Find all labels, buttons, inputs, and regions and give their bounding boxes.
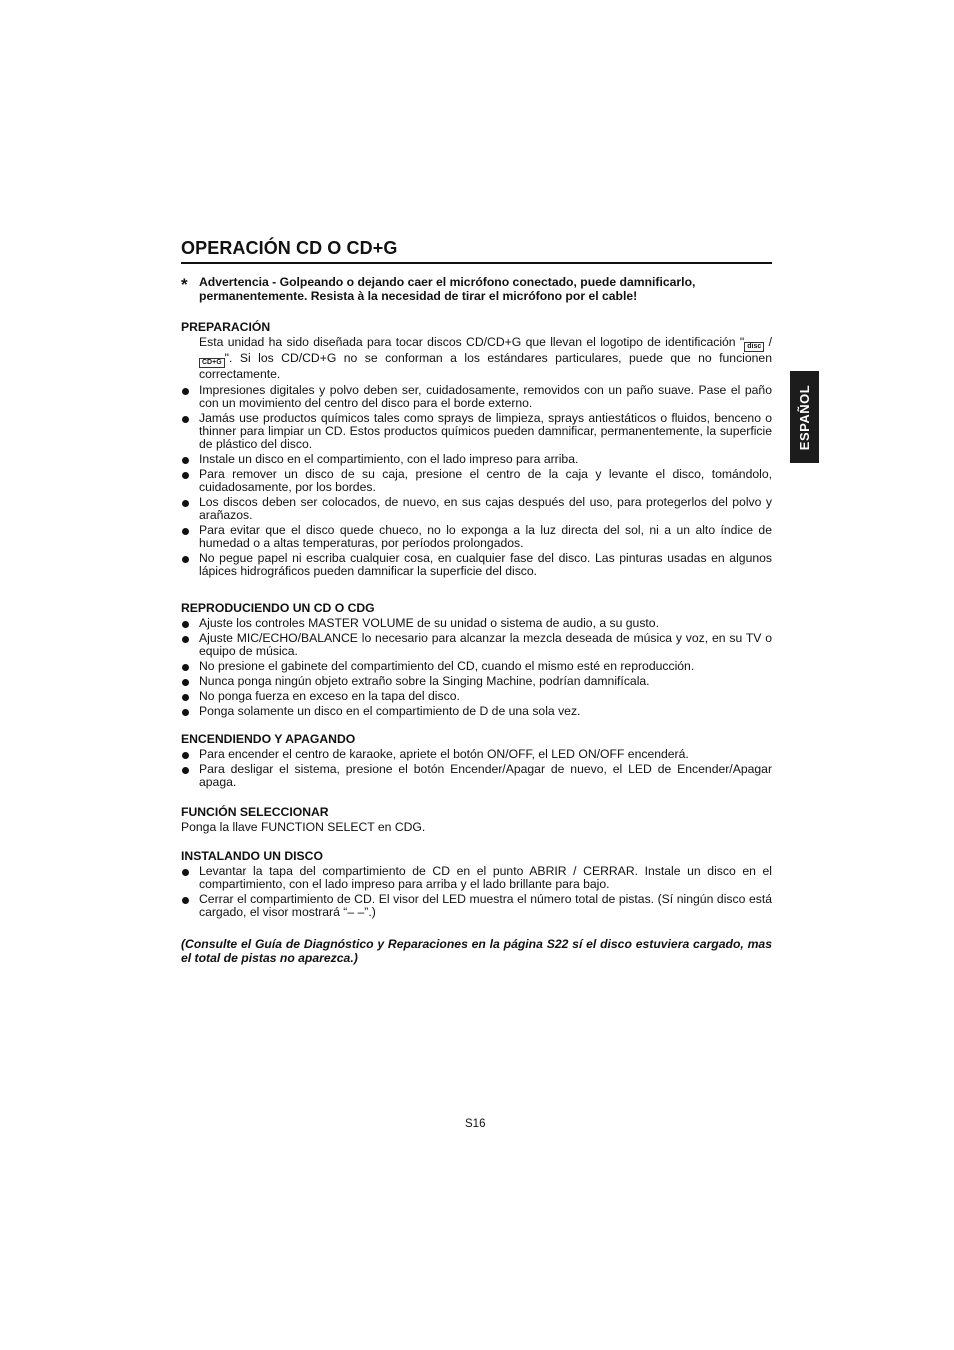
bullet-icon (182, 679, 189, 686)
list-item (181, 675, 772, 688)
preparacion-list (181, 384, 772, 578)
list-item (181, 412, 772, 451)
list-item-text: No ponga fuerza en exceso en la tapa del disco. (199, 689, 460, 703)
list-item (181, 660, 772, 673)
warning-marker: * (181, 275, 188, 294)
list-item-text: Para desligar el sistema, presione el botón Encender/Apagar de nuevo, el LED de Encender/Apagar apaga. (199, 762, 772, 789)
section-heading-funcion: FUNCIÓN SELECCIONAR (181, 805, 329, 819)
list-item-text: Ajuste los controles MASTER VOLUME de su unidad o sistema de audio, a su gusto. (199, 616, 659, 630)
list-item (181, 748, 772, 761)
section-preparacion (181, 321, 772, 580)
list-item (181, 865, 772, 891)
bullet-icon (182, 500, 189, 507)
section-heading-preparacion: PREPARACIÓN (181, 320, 271, 334)
list-item-text: Para evitar que el disco quede chueco, no lo exponga a la luz directa del sol, ni a un alto índice de humedad o a altas temperaturas, por períodos prolongados. (199, 523, 772, 550)
bullet-icon (182, 416, 189, 423)
bullet-icon (182, 388, 189, 395)
section-funcion (181, 806, 772, 834)
intro-text-after: ". Si los CD/CD+G no se conforman a los estándares particulares, puede que no funcionen correctamente. (199, 351, 772, 381)
list-item (181, 468, 772, 494)
section-heading-reproduciendo: REPRODUCIENDO UN CD O CDG (181, 601, 375, 615)
language-tab (790, 371, 819, 463)
list-item (181, 453, 772, 466)
bullet-icon (182, 694, 189, 701)
section-heading-instalando: INSTALANDO UN DISCO (181, 849, 323, 863)
list-item (181, 617, 772, 630)
bullet-icon (182, 528, 189, 535)
list-item-text: Los discos deben ser colocados, de nuevo, en sus cajas después del uso, para protegerlos del polvo y arañazos. (199, 495, 772, 522)
list-item-text: Impresiones digitales y polvo deben ser, cuidadosamente, removidos con un paño suave. Pase el paño con un movimiento del centro del disco para el borde externo. (199, 383, 772, 410)
bullet-icon (182, 636, 189, 643)
bullet-icon (182, 709, 189, 716)
logo-separator: / (764, 335, 772, 349)
list-item-text: Para remover un disco de su caja, presione el centro de la caja y levante el disco, tomándolo, cuidadosamente, por los bordes. (199, 467, 772, 494)
section-heading-encendiendo: ENCENDIENDO Y APAGANDO (181, 732, 356, 746)
diagnostic-note: (Consulte el Guía de Diagnóstico y Reparaciones en la página S22 sí el disco estuviera cargado, mas el total de pistas no aparezca.) (181, 937, 772, 965)
section-encendiendo (181, 733, 772, 791)
list-item (181, 705, 772, 718)
warning-block (181, 276, 772, 303)
encendiendo-list (181, 748, 772, 789)
list-item (181, 763, 772, 789)
intro-text-before: Esta unidad ha sido diseñada para tocar discos CD/CD+G que llevan el logotipo de identificación " (199, 335, 745, 349)
list-item (181, 384, 772, 410)
list-item-text: No pegue papel ni escriba cualquier cosa, en cualquier fase del disco. Las pinturas usadas en algunos lápices hidrográficos pueden damnificar la superficie del disco. (199, 551, 772, 578)
page-title: OPERACIÓN CD O CD+G (181, 238, 772, 264)
instalando-list (181, 865, 772, 919)
bullet-icon (182, 457, 189, 464)
bullet-icon (182, 556, 189, 563)
language-tab-label: ESPAÑOL (797, 384, 813, 450)
list-item (181, 690, 772, 703)
list-item-text: Ajuste MIC/ECHO/BALANCE lo necesario para alcanzar la mezcla deseada de música y voz, en su TV o equipo de música. (199, 631, 772, 658)
warning-text: Advertencia - Golpeando o dejando caer el micrófono conectado, puede damnificarlo, permanentemente. Resista à la necesidad de tirar el micrófono por el cable! (199, 275, 696, 303)
list-item-text: Cerrar el compartimiento de CD. El visor del LED muestra el número total de pistas. (Sí ningún disco está cargado, el visor mostrará “– –”.) (199, 892, 772, 919)
section-instalando (181, 850, 772, 921)
bullet-icon (182, 767, 189, 774)
list-item (181, 552, 772, 578)
list-item-text: No presione el gabinete del compartimiento del CD, cuando el mismo esté en reproducción. (199, 659, 695, 673)
list-item-text: Levantar la tapa del compartimiento de CD en el punto ABRIR / CERRAR. Instale un disco en el compartimiento, con el lado impreso para arriba y el lado brillante para bajo. (199, 864, 772, 891)
list-item-text: Ponga solamente un disco en el compartimiento de D de una sola vez. (199, 704, 581, 718)
list-item (181, 524, 772, 550)
bullet-icon (182, 664, 189, 671)
section-reproduciendo (181, 602, 772, 720)
disc-logo: disc (744, 342, 764, 352)
list-item-text: Nunca ponga ningún objeto extraño sobre la Singing Machine, podrían damnifícala. (199, 674, 650, 688)
list-item-text: Jamás use productos químicos tales como sprays de limpieza, sprays antiestáticos o fluidos, benceno o thinner para limpiar un CD. Estos productos químicos pueden damnificar, permanentemente, la superficie de plástico del disco. (199, 411, 772, 451)
funcion-text: Ponga la llave FUNCTION SELECT en CDG. (181, 820, 426, 834)
list-item-text: Para encender el centro de karaoke, apriete el botón ON/OFF, el LED ON/OFF encenderá. (199, 747, 689, 761)
preparacion-intro (199, 336, 772, 381)
list-item-text: Instale un disco en el compartimiento, con el lado impreso para arriba. (199, 452, 579, 466)
bullet-icon (182, 897, 189, 904)
cdg-logo: CD+G (199, 358, 225, 368)
reproduciendo-list (181, 617, 772, 718)
page-number: S16 (465, 1118, 486, 1130)
list-item (181, 632, 772, 658)
bullet-icon (182, 752, 189, 759)
bullet-icon (182, 472, 189, 479)
bullet-icon (182, 869, 189, 876)
list-item (181, 496, 772, 522)
bullet-icon (182, 621, 189, 628)
list-item (181, 893, 772, 919)
